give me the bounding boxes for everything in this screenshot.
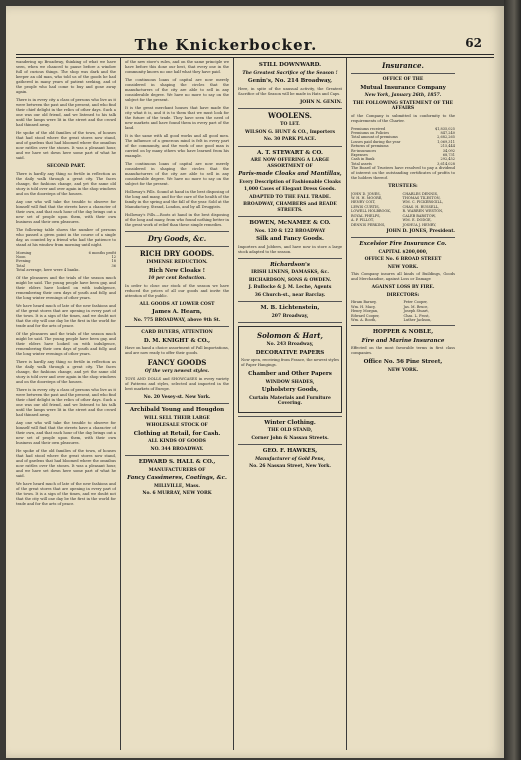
article-paragraph: of the new store's rules, and on the same principle we have before this done our best, that every one in the community knows no one half what they have paid. [125, 60, 229, 74]
table-row: Total assets 3,614,028 [351, 161, 455, 166]
article-paragraph: There is in every city a class of persons who live as it were between the past and the present, and who find their chief delight in the relics of other days. Such a one was our old friend, and we listened to his talk until the lamps were lit in the street and the crowd had thinned away. [16, 98, 116, 127]
article-paragraph: He spoke of the old families of the town, of houses that had stood where the great stores now stand, and of gardens that had bloomed where the omnibus now rattles over the stones. It was a pleasant hour, and we have set down here some part of what he said. [16, 449, 116, 479]
article-paragraph: He spoke of the old families of the town, of houses that had stood where the great stores now stand, and of gardens that had bloomed where the omnibus now rattles over the stones. It was a pleasant hour, and we have set down here some part of what he said. [16, 131, 116, 160]
column-divider-2 [233, 58, 234, 750]
article-paragraph: There is in every city a class of persons who live as it were between the past and the present, and who find their chief delight in the relics of other days. Such a one was our old friend, and we listened to his talk until the lamps were lit in the street and the crowd had thinned away. [16, 388, 116, 418]
advertisement: RICH DRY GOODS. IMMENSE REDUCTION. Rich New Cloaks ! 10 per cent Reduction. In order to close our stock of the season we have reduced the prices of all our goods and invite the attention of the public. ALL GOODS AT LOWER COST James A. Hearn, No. 775 BROADWAY, above 9th St. [125, 249, 229, 323]
table-row: Premiums on Policies 847,240 [351, 130, 455, 135]
statement-table [351, 127, 455, 167]
table-row: Expenses 68,731 [351, 152, 455, 157]
table-row: Total 36 [16, 263, 116, 268]
section-divider [238, 216, 342, 217]
section-divider [125, 455, 229, 456]
table-row: Premiums received $1,835,025 [351, 126, 455, 131]
section-divider [238, 416, 342, 417]
article-paragraph: There is hardly any thing so fertile in reflection as the daily walk through a great city. The faces change, the fashions change, and yet the same old story is told over and over again in the shop windows and on the doorsteps of the houses. [16, 360, 116, 385]
table-row: Losses paid during the year 1,069,311 [351, 139, 455, 144]
table-row: Cash in Bank 292,452 [351, 157, 455, 162]
section-divider [125, 403, 229, 404]
section-divider [351, 325, 455, 326]
book-spine [504, 0, 521, 760]
directors-list: Hiram Barney, Peter Cooper, Wm. H. Macy, Jas. M. Bruce, Henry Morgan, Joseph Stuart, Edward Cooper, Chas. L. Frost, Wm. A. Booth, Luther Jackson, [351, 300, 432, 323]
table-row: Total amount of premiums 2,682,265 [351, 135, 455, 140]
article-paragraph: Holloway's Pills.—Roots at hand in the best disposing of the long and many, from who found nothing better in the great work of relief than these simple remedies. [125, 213, 229, 227]
advertisement: Winter Clothing. THE OLD STAND, Corner John & Nassau Streets. [251, 419, 329, 441]
advertisement: BOWEN, McNAMEE & CO. Nos. 120 & 122 BROADWAY Silk and Fancy Goods. Importers and Jobbers, and have now in store a large stock adapted to the season. [238, 220, 342, 254]
advertisement: A. T. STEWART & CO. ARE NOW OFFERING A LARGE ASSORTMENT OF Paris-made Cloaks and Mantillas, Every Description of Fashionable Cloaks 1,000 Cases of Elegant Dress Goods. ADAPTED TO THE FALL TRADE. BROADWAY, CHAMBERS and READE STREETS. [238, 149, 342, 213]
section-divider [238, 301, 342, 302]
masthead-rule-2 [16, 57, 494, 58]
column-divider-3 [346, 58, 347, 750]
section-divider [238, 108, 342, 109]
article-paragraph: The following table shows the number of persons who passed a given point in the course of a single day, as counted by a friend who had the patience to stand at his window from morning until night. [16, 227, 116, 247]
column-3 [238, 60, 342, 750]
column-2 [125, 60, 229, 750]
section-divider [238, 258, 342, 259]
section-divider [351, 237, 455, 238]
section-divider [125, 326, 229, 327]
table-row: Returns of premiums 215,444 [351, 144, 455, 149]
page-number: 62 [465, 36, 482, 50]
ads-section-heading: Dry Goods, &c. [147, 234, 207, 243]
article-paragraph: There is hardly any thing so fertile in reflection as the daily walk through a great city. The faces change, the fashions change, and yet the same old story is told over and over again in the shop windows and on the doorsteps of the houses. [16, 171, 116, 196]
statistics-table [16, 251, 116, 269]
article-paragraph: It is the great merchant houses that have made the city what it is, and it is to them that we must look for the future of the trade. They have seen the need of new markets and have found them in every part of the land. [125, 106, 229, 130]
advertisement: STILL DOWNWARD. The Greatest Sacrifice of the Season ! Genin's, No. 214 Broadway, Here, in spite of the unusual activity, the Greatest Sacrifice of the Season will be made in Hats and Caps. JOHN N. GENIN. [238, 62, 342, 105]
advertisement: Excelsior Fire Insurance Co. CAPITAL $200,000, OFFICE No. 6 BROAD STREET NEW YORK. This Company insures all kinds of Buildings, Goods and Merchandise, against Loss or Damage AGAINST LOSS BY FIRE. DIRECTORS: Hiram Barney, Peter Cooper, Wm. H. Macy, Jas. M. Bruce, Henry Morgan, Joseph Stuart, Edward Cooper, Chas. L. Frost, Wm. A. Booth, Luther Jackson, [351, 241, 455, 323]
article-paragraph: wandering up Broadway, thinking of what we have seen, when we chanced to pause before a window full of curious things. The shop was dark and the keeper an old man, who told us of the goods he had gathered in many years of patient seeking, and of the people who had come to buy and gone away again. [16, 60, 116, 94]
table-row: Noon 12 [16, 254, 116, 259]
masthead-rule [16, 54, 494, 55]
article-paragraph: It is the same with all good works and all good men. The influence of a generous mind is felt in every part of the community, and the work of one good man is carried on by many others who have learned from his example. [125, 134, 229, 158]
article-paragraph: Of the pleasures and the trials of the season much might be said. The young people have been gay, and their elders have looked on with indulgence, remembering their own days of youth and folly, and the long winter evenings of other years. [16, 276, 116, 301]
section-divider [125, 246, 229, 247]
trustees-list: JOHN D. JONES, CHARLES DENNIS, W. H. H. MOORE, THOMAS TILESTON, HENRY COIT, WM. C. PICKERSGILL, LEWIS CURTIS, CHAS. H. RUSSELL, LOWELL HOLBROOK, R. WARREN WESTON, ROYAL PHELPS, CALEB BARSTOW, A. P. PILLOT, WM. E. DODGE, DENNIS PERKINS, JOSHUA J. HENRY, [351, 191, 444, 227]
column-1 [16, 60, 116, 750]
table-row: Re-insurances 34,092 [351, 148, 455, 153]
advertisement: Archibald Young and Hougdon WILL SELL THEIR LARGE WHOLESALE STOCK OF Clothing at Retail, for Cash. ALL KINDS OF GOODS NO. 344 BROADWAY. [129, 407, 225, 452]
advertisement: GEO. F. HAWKES, Manufacturer of Gold Pens, No. 26 Nassau Street, New York. [249, 448, 331, 469]
section-divider [238, 322, 342, 323]
advertisement: WOOLENS. TO LET. WILSON G. HUNT & CO., Importers No. 30 PARK PLACE. [245, 111, 335, 142]
table-row: Evening 18 [16, 259, 116, 264]
article-paragraph: The continuous loans of capital are now merely considered in shaping the circles that the manufacturers of the city are able to sell in any considerable degree. We have no more to say on the subject for the present. [125, 78, 229, 102]
article-paragraph: Total average, here were 4 banks. [16, 268, 80, 273]
advertisement: HOPPER & NOBLE, Fire and Marine Insurance Effected on the most favorable terms in first class companies. Office No. 56 Pine Street, NEW YORK. [351, 329, 455, 373]
section-divider [351, 73, 455, 74]
article-paragraph: Any one who will take the trouble to observe for himself will find that the streets have a character of their own, and that each hour of the day brings out a new set of people upon them, with their own business and their own pleasures. [16, 199, 116, 224]
section-divider [238, 444, 342, 445]
advertisement: OFFICE OF THE Mutual Insurance Company New York, January 26th, 1857. THE FOLLOWING STATEMENT OF THE AFFAIRS of the Company is submitted in conformity to the requirements of the Charter. Premiums received $1,835,025 Premiums on Policies 847,240 Total amount of premiums 2,682,265 Losses paid during the year 1,069,311 Returns of premiums 215,444 Re-insurances 34,092 Expenses 68,731 Cash in Bank 292,452 Total assets 3,614,028 The Board of Trustees have resolved to pay a dividend of interest on the outstanding certificates of profits to the holders thereof. TRUSTEES: JOHN D. JONES, CHARLES DENNIS, W. H. H. MOORE, THOMAS TILESTON, HENRY COIT, WM. C. PICKERSGILL, LEWIS CURTIS, CHAS. H. RUSSELL, LOWELL HOLBROOK, R. WARREN WESTON, ROYAL PHELPS, CALEB BARSTOW, A. P. PILLOT, WM. E. DODGE, DENNIS PERKINS, JOSHUA J. HENRY, JOHN D. JONES, President. [351, 77, 455, 234]
section-heading: SECOND PART. [46, 164, 86, 169]
table-row: Morning 6 months profit [16, 250, 116, 255]
article-paragraph: The continuous loans of capital are now merely considered in shaping the circles that the manufacturers of the city are able to sell in any considerable degree. We have no more to say on the subject for the present. [125, 162, 229, 186]
article-paragraph: Holloway's Pills. Sound at hand in the best disposing of the long and many, and for the care of the health of the family in the spring and the fall of the year. Sold at the Manufactory, Strand, London, and by all Druggists. [125, 190, 229, 209]
column-4 [351, 60, 455, 750]
insurance-section-heading: Insurance. [382, 61, 424, 70]
section-divider [238, 146, 342, 147]
column-divider-1 [120, 58, 121, 750]
article-paragraph: We have heard much of late of the new fashions and of the great stores that are opening in every part of the town. It is a sign of the times, and we doubt not that the city will one day be the first in the world for trade and for the arts of peace. [16, 482, 116, 507]
newspaper-page [6, 6, 504, 758]
advertisement: Richardson's IRISH LINENS, DAMASKS, &c. RICHARDSON, SONS & OWDEN. J. Bullocke & J. M. Leche, Agents 36 Church-st., near Barclay. [248, 261, 332, 298]
article-paragraph: We have heard much of late of the new fashions and of the great stores that are opening in every part of the town. It is a sign of the times, and we doubt not that the city will one day be the first in the world for trade and for the arts of peace. [16, 304, 116, 329]
advertisement: CARD BUYERS, ATTENTION D. M. KNIGHT & CO., Have on hand a choice assortment of Fall Importations, and are now ready to offer their goods. FANCY GOODS Of the very newest styles. TOYS AND DOLLS and SHOWCASES in every variety of Patterns and styles, selected and imported in the best markets of Europe. No. 20 Vesey-st. New York. [125, 330, 229, 400]
advertisement: M. B. Lichtenstein, 207 Broadway, [260, 305, 320, 319]
article-paragraph: Any one who will take the trouble to observe for himself will find that the streets have a character of their own, and that each hour of the day brings out a new set of people upon them, with their own business and their own pleasures. [16, 421, 116, 446]
masthead-title: The Knickerbocker. [134, 36, 318, 54]
advertisement: Solomon & Hart, No. 243 Broadway, DECORATIVE PAPERS Now open, receiving from France, the newest styles of Paper Hangings. Chamber and Other Papers WINDOW SHADES, Upholstery Goods, Curtain Materials and Furniture Covering. [238, 326, 342, 413]
section-divider [125, 231, 229, 232]
article-paragraph: Of the pleasures and the trials of the season much might be said. The young people have been gay, and their elders have looked on with indulgence, remembering their own days of youth and folly, and the long winter evenings of other years. [16, 332, 116, 357]
advertisement: EDWARD S. HALL & CO., MANUFACTURERS OF Fancy Cassimeres, Coatings, &c. MILLVILLE, Mass. No. 6 MURRAY, NEW YORK [127, 459, 227, 496]
